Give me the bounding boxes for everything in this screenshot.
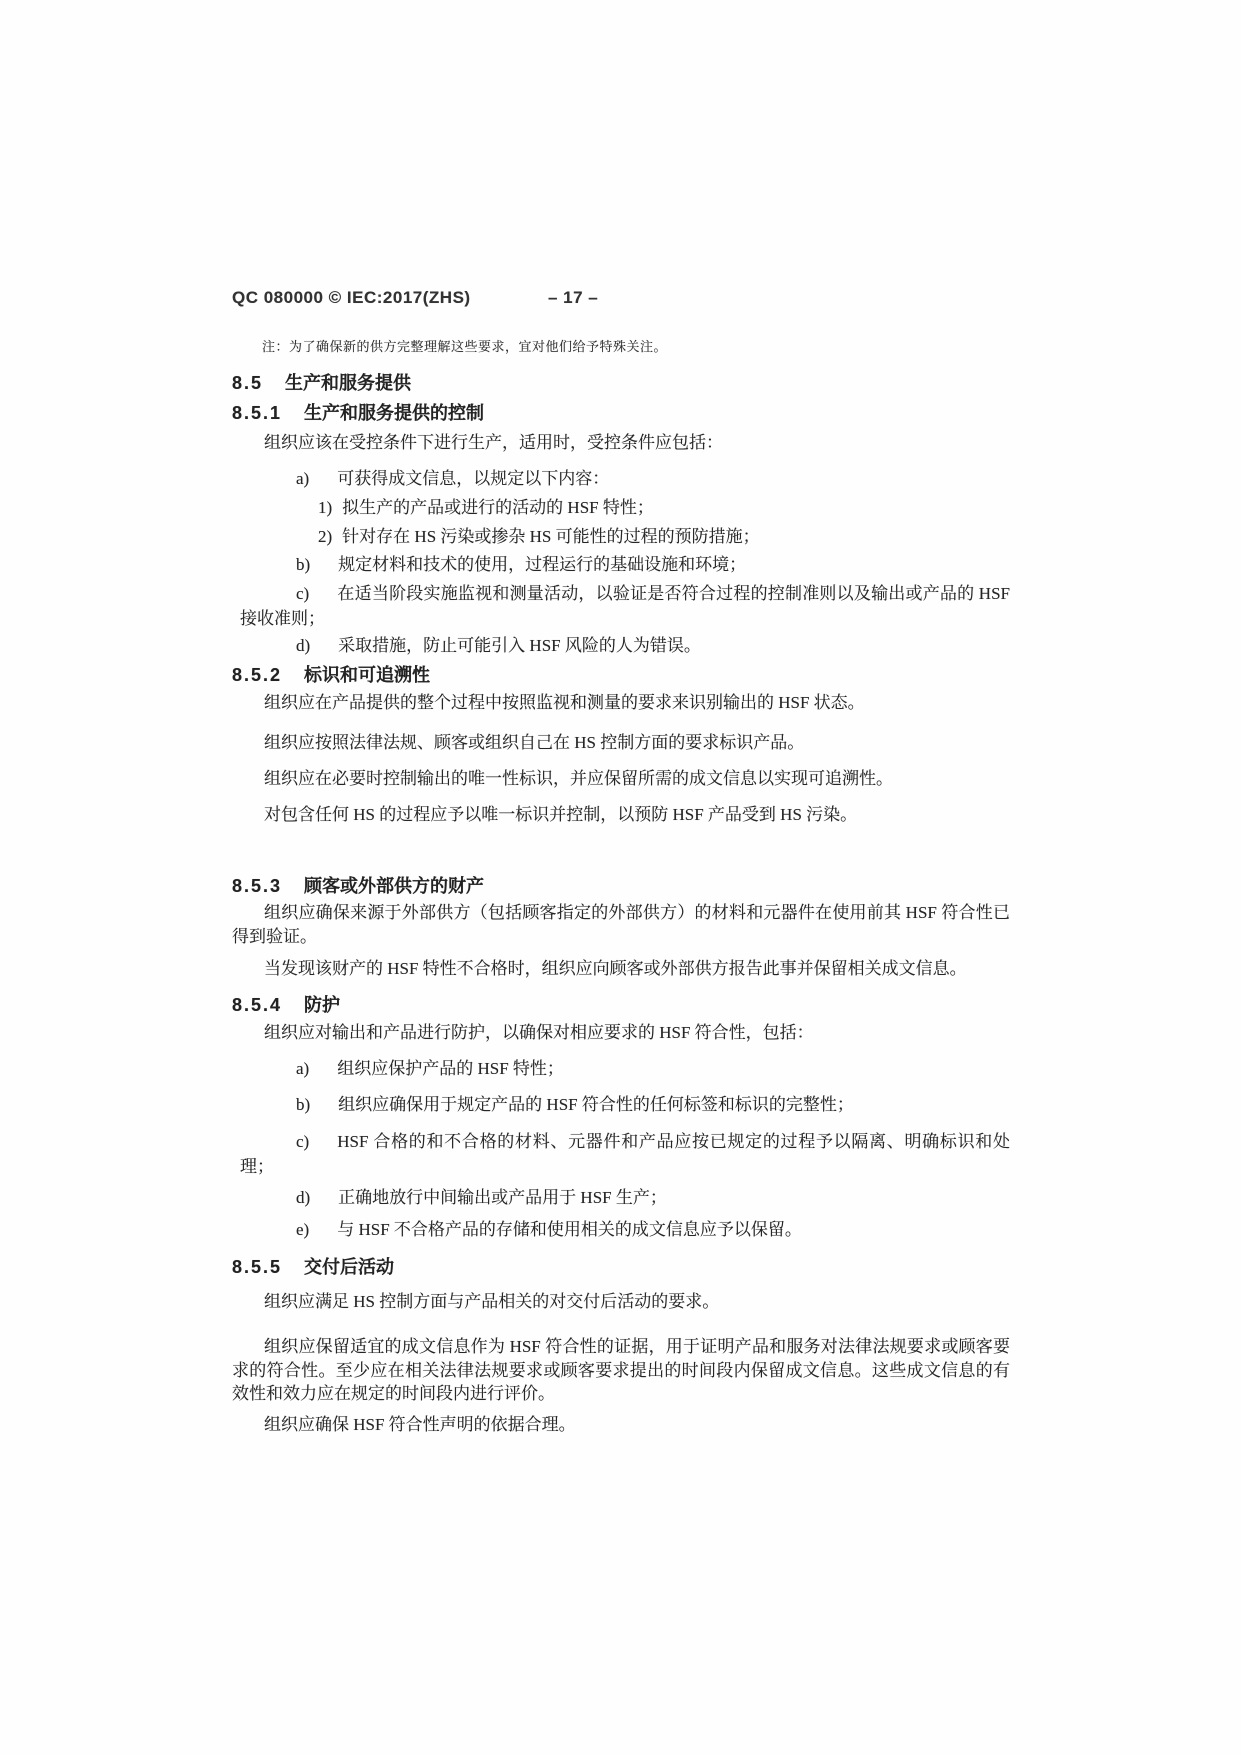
paragraph-8-5-1-intro: 组织应该在受控条件下进行生产，适用时，受控条件应包括：	[264, 433, 723, 452]
item-marker: 1)	[318, 498, 333, 517]
heading-number: 8.5.4	[232, 995, 283, 1015]
item-marker: b)	[296, 1095, 311, 1114]
list-item-e	[240, 1218, 1010, 1243]
heading-number: 8.5	[232, 373, 264, 393]
item-text: 拟生产的产品或进行的活动的 HSF 特性；	[342, 498, 654, 517]
item-text: 组织应确保用于规定产品的 HSF 符合性的任何标签和标识的完整性；	[338, 1095, 854, 1114]
heading-8-5-5	[232, 1253, 1022, 1279]
heading-number: 8.5.5	[232, 1257, 283, 1277]
item-marker: c)	[296, 584, 310, 603]
item-marker: 2)	[318, 527, 333, 546]
list-item-d	[240, 634, 1010, 659]
item-marker: a)	[296, 1059, 310, 1078]
heading-number: 8.5.1	[232, 403, 283, 423]
page-number: – 17 –	[548, 288, 599, 307]
heading-8-5-1	[232, 399, 1022, 425]
heading-8-5-2	[232, 661, 1022, 687]
list-item-a	[240, 1057, 1010, 1082]
paragraph-8-5-4-intro: 组织应对输出和产品进行防护，以确保对相应要求的 HSF 符合性，包括：	[264, 1023, 814, 1042]
list-item-c	[240, 1130, 1010, 1179]
list-subitem-1	[240, 496, 1010, 521]
item-marker: d)	[296, 1188, 311, 1207]
item-text: 与 HSF 不合格产品的存储和使用相关的成文信息应予以保留。	[337, 1220, 802, 1239]
item-text: 采取措施，防止可能引入 HSF 风险的人为错误。	[338, 636, 701, 655]
heading-title: 生产和服务提供	[285, 373, 412, 393]
doc-code: QC 080000 © IEC:2017(ZHS)	[232, 288, 471, 307]
heading-8-5	[232, 369, 1022, 395]
item-marker: c)	[296, 1132, 310, 1151]
item-marker: e)	[296, 1220, 310, 1239]
paragraph: 组织应确保来源于外部供方（包括顾客指定的外部供方）的材料和元器件在使用前其 HSF 符合性已得到验证。	[232, 903, 1010, 946]
item-text: HSF 合格的和不合格的材料、元器件和产品应按已规定的过程予以隔离、明确标识和处理；	[240, 1132, 1010, 1176]
heading-title: 防护	[304, 995, 341, 1015]
list-item-b	[240, 1093, 1010, 1118]
paragraph: 当发现该财产的 HSF 特性不合格时，组织应向顾客或外部供方报告此事并保留相关成文信息。	[264, 959, 967, 978]
note-line: 注：为了确保新的供方完整理解这些要求，宜对他们给予特殊关注。	[262, 339, 668, 354]
list-item-a	[240, 467, 1010, 492]
item-text: 规定材料和技术的使用，过程运行的基础设施和环境；	[338, 555, 747, 574]
list-item-d	[240, 1186, 1010, 1211]
item-text: 组织应保护产品的 HSF 特性；	[337, 1059, 564, 1078]
heading-8-5-3	[232, 872, 1022, 898]
list-subitem-2	[240, 525, 1010, 550]
paragraph: 组织应在产品提供的整个过程中按照监视和测量的要求来识别输出的 HSF 状态。	[264, 693, 865, 712]
paragraph: 组织应满足 HS 控制方面与产品相关的对交付后活动的要求。	[264, 1292, 720, 1311]
item-marker: d)	[296, 636, 311, 655]
item-marker: b)	[296, 555, 311, 574]
paragraph: 组织应确保 HSF 符合性声明的依据合理。	[264, 1415, 576, 1434]
heading-title: 标识和可追溯性	[304, 665, 431, 685]
paragraph: 组织应按照法律法规、顾客或组织自己在 HS 控制方面的要求标识产品。	[264, 733, 805, 752]
list-item-c	[240, 582, 1010, 631]
heading-title: 交付后活动	[304, 1257, 395, 1277]
heading-8-5-4	[232, 991, 1022, 1017]
heading-title: 生产和服务提供的控制	[304, 403, 485, 423]
heading-number: 8.5.3	[232, 876, 283, 896]
list-item-b	[240, 553, 1010, 578]
item-text: 可获得成文信息，以规定以下内容：	[337, 469, 610, 488]
item-marker: a)	[296, 469, 310, 488]
item-text: 针对存在 HS 污染或掺杂 HS 可能性的过程的预防措施；	[342, 527, 760, 546]
item-text: 正确地放行中间输出或产品用于 HSF 生产；	[338, 1188, 667, 1207]
paragraph: 组织应在必要时控制输出的唯一性标识，并应保留所需的成文信息以实现可追溯性。	[264, 769, 893, 788]
paragraph: 对包含任何 HS 的过程应予以唯一标识并控制，以预防 HSF 产品受到 HS 污染。	[264, 805, 858, 824]
paragraph: 组织应保留适宜的成文信息作为 HSF 符合性的证据，用于证明产品和服务对法律法规要求或顾客要求的符合性。至少应在相关法律法规要求或顾客要求提出的时间段内保留成文信息。这些成文信息的有效性和效力应在规定的时间段内进行评价。	[232, 1337, 1010, 1403]
heading-title: 顾客或外部供方的财产	[304, 876, 485, 896]
item-text: 在适当阶段实施监视和测量活动，以验证是否符合过程的控制准则以及输出或产品的 HSF 接收准则；	[240, 584, 1010, 628]
heading-number: 8.5.2	[232, 665, 283, 685]
